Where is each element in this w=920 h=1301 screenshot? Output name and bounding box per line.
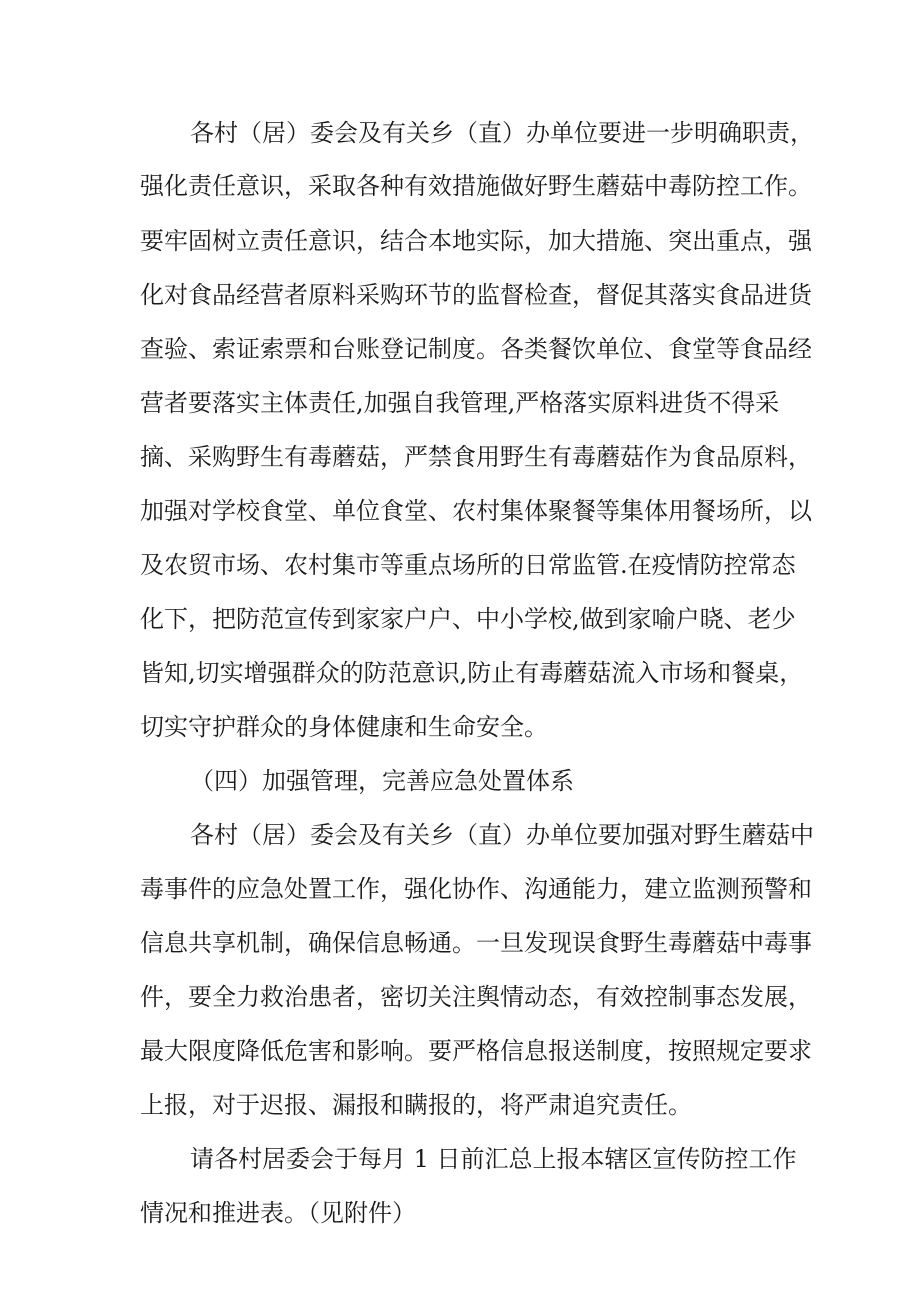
paragraph-2-line-3: 信息共享机制，确保信息畅通。一旦发现误食野生毒蘑菇中毒事 xyxy=(140,929,812,957)
paragraph-1-line-3: 要牢固树立责任意识，结合本地实际，加大措施、突出重点，强 xyxy=(140,227,812,255)
paragraph-1-line-11: 皆知,切实增强群众的防范意识,防止有毒蘑菇流入市场和餐桌， xyxy=(140,659,804,687)
paragraph-2-line-1: 各村（居）委会及有关乡（直）办单位要加强对野生蘑菇中 xyxy=(190,821,814,849)
paragraph-1-line-4: 化对食品经营者原料采购环节的监督检查，督促其落实食品进货 xyxy=(140,281,812,309)
paragraph-2-line-5: 最大限度降低危害和影响。要严格信息报送制度，按照规定要求 xyxy=(140,1037,812,1065)
paragraph-1-line-9: 及农贸市场、农村集市等重点场所的日常监管.在疫情防控常态 xyxy=(140,551,796,579)
section-heading-4: （四）加强管理，完善应急处置体系 xyxy=(190,767,574,795)
paragraph-2-line-2: 毒事件的应急处置工作，强化协作、沟通能力，建立监测预警和 xyxy=(140,875,812,903)
paragraph-1-line-5: 查验、索证索票和台账登记制度。各类餐饮单位、食堂等食品经 xyxy=(140,335,812,363)
paragraph-2-line-4: 件，要全力救治患者，密切关注舆情动态，有效控制事态发展， xyxy=(140,983,812,1011)
paragraph-1-line-1: 各村（居）委会及有关乡（直）办单位要进一步明确职责， xyxy=(190,119,814,147)
paragraph-1-line-10: 化下，把防范宣传到家家户户、中小学校,做到家喻户晓、老少 xyxy=(140,605,796,633)
paragraph-1-line-12: 切实守护群众的身体健康和生命安全。 xyxy=(140,713,548,741)
paragraph-2-line-6: 上报，对于迟报、漏报和瞒报的，将严肃追究责任。 xyxy=(140,1091,692,1119)
paragraph-1-line-8: 加强对学校食堂、单位食堂、农村集体聚餐等集体用餐场所，以 xyxy=(140,497,812,525)
paragraph-1-line-7: 摘、采购野生有毒蘑菇，严禁食用野生有毒蘑菇作为食品原料， xyxy=(140,443,812,471)
paragraph-1-line-6: 营者要落实主体责任,加强自我管理,严格落实原料进货不得采 xyxy=(140,389,780,417)
paragraph-1-line-2: 强化责任意识，采取各种有效措施做好野生蘑菇中毒防控工作。 xyxy=(140,172,812,200)
paragraph-3-line-2: 情况和推进表。（见附件） xyxy=(140,1199,416,1227)
paragraph-3-line-1: 请各村居委会于每月 1 日前汇总上报本辖区宣传防控工作 xyxy=(190,1145,797,1173)
